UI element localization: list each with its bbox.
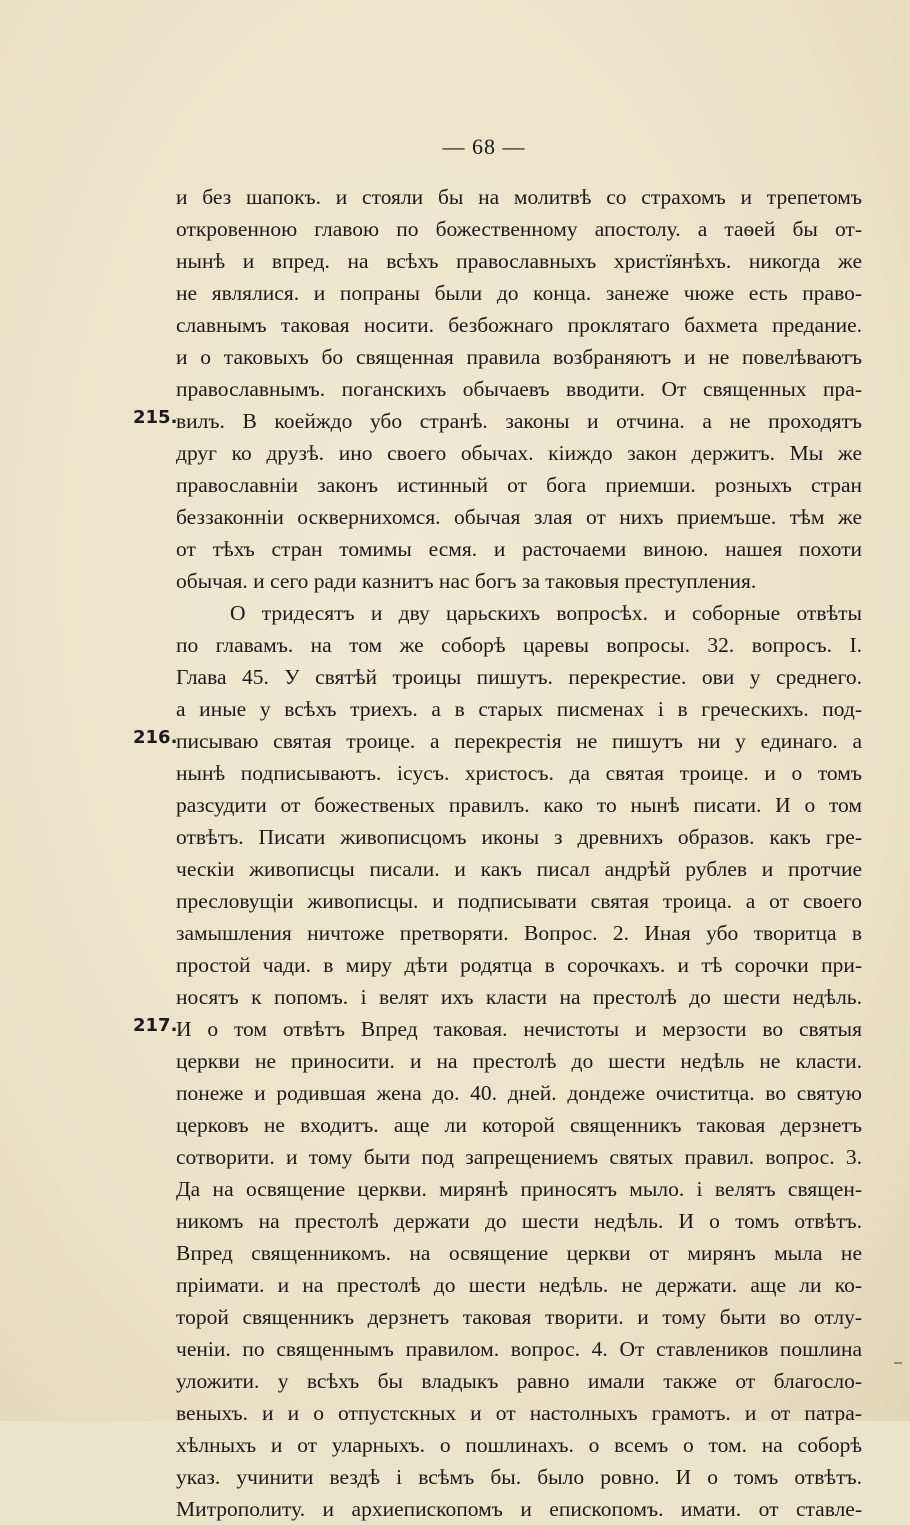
body-text [176,181,862,1525]
text-line: сотворити. и тому быти под запрещениемъ святых правил. вопрос. 3. [176,1145,862,1169]
text-line: никомъ на престолѣ держати до шести недѣль. И о томъ отвѣтъ. [176,1209,862,1233]
text-line: И о том отвѣтъ Впред таковая. нечистоты и мерзости во святыя [176,1017,862,1041]
text-line: отвѣтъ. Писати живописцомъ иконы з древнихъ образов. какъ гре- [176,825,862,849]
text-line: вилъ. В коейждо убо странѣ. законы и отчина. а не проходятъ [176,409,862,433]
text-line: Впред священникомъ. на освящение церкви от мирянъ мыла не [176,1241,862,1265]
text-line: торой священникъ дерзнетъ таковая творити. и тому быти во отлу- [176,1305,862,1329]
text-line: друг ко друзѣ. ино своего обычах. кiиждо закон держитъ. Мы же [176,441,862,465]
text-line: откровенною главою по божественному апостолу. а таѳей бы от- [176,217,862,241]
text-line: и без шапокъ. и стояли бы на молитвѣ со страхомъ и трепетомъ [176,185,862,209]
text-line: и о таковыхъ бо священная правила возбраняютъ и не повелѣваютъ [176,345,862,369]
text-line: уложити. у всѣхъ бы владыкъ равно имали также от благосло- [176,1369,862,1393]
text-line: понеже и родившая жена до. 40. дней. дондеже очиститца. во святую [176,1081,862,1105]
text-line: прiимати. и на престолѣ до шести недѣль. не держати. аще ли ко- [176,1273,862,1297]
text-line: Да на освящение церкви. мирянѣ приносятъ мыло. і велятъ священ- [176,1177,862,1201]
text-line: веныхъ. и и о отпустскных и от настолныхъ грамотъ. и от патра- [176,1401,862,1425]
text-line: православнымъ. поганскихъ обычаевъ вводити. От священных пра- [176,377,862,401]
text-line: нынѣ и впред. на всѣхъ православныхъ христїянѣхъ. никогда же [176,249,862,273]
text-line: церковъ не входитъ. аще ли которой священникъ таковая дерзнетъ [176,1113,862,1137]
text-line: православнiи законъ истинный от бога приемши. розныхъ стран [176,473,862,497]
text-line: ческiи живописцы писали. и какъ писал андрѣй рублев и протчие [176,857,862,881]
text-line: по главамъ. на том же соборѣ царевы вопросы. 32. вопросъ. I. [176,633,862,657]
text-line: хѣлныхъ и от уларныхъ. о пошлинахъ. о всемъ о том. на соборѣ [176,1433,862,1457]
text-line: церкви не приносити. и на престолѣ до шести недѣль не класти. [176,1049,862,1073]
margin-number-215: 215. [133,407,178,428]
text-line: разсудити от божественых правилъ. како то нынѣ писати. И о том [176,793,862,817]
text-line: обычая. и сего ради казнитъ нас богъ за таковыя преступления. [176,569,757,593]
text-line: от тѣхъ стран томимы есмя. и расточаеми виною. нашея похоти [176,537,862,561]
text-line: нынѣ подписываютъ. іcусъ. христосъ. да святая троице. и о томъ [176,761,862,785]
text-line: указ. учинити вездѣ і всѣмъ бы. было ровно. И о томъ отвѣтъ. [176,1465,862,1489]
paragraph-start-line: О тридесятъ и дву царьскихъ вопросѣх. и соборные отвѣты [230,601,862,625]
text-line: Митрополиту. и архиепископомъ и епископомъ. имати. от ставле- [176,1497,862,1521]
margin-number-217: 217. [133,1015,178,1036]
text-line: беззаконнiи осквернихомся. обычая злая от нихъ приемъше. тѣм же [176,505,862,529]
text-line: замышления ничтоже претворяти. Вопрос. 2. Иная убо творитца в [176,921,862,945]
text-line: славнымъ таковая носити. безбожнаго проклятаго бахмета предание. [176,313,862,337]
text-line: носятъ к попомъ. і велят ихъ класти на престолѣ до шести недѣль. [176,985,862,1009]
margin-number-216: 216. [133,727,178,748]
text-line: не являлися. и попраны были до конца. занеже чюже есть право- [176,281,862,305]
text-line: простой чади. в миру дѣти родятца в сорочкахъ. и тѣ сорочки при- [176,953,862,977]
text-line: Глава 45. У святѣй троицы пишутъ. перекрестие. ови у среднего. [176,665,862,689]
edge-mark [894,1362,902,1364]
text-line: а иные у всѣхъ триехъ. а в старых писменах і в греческихъ. под- [176,697,862,721]
text-line: пресловущiи живописцы. и подписывати святая троица. а от своего [176,889,862,913]
text-line: писываю святая троице. а перекрестія не пишутъ ни у единаго. а [176,729,862,753]
page-number: — 68 — [442,134,526,159]
text-line: ченiи. по священнымъ правилом. вопрос. 4. От ставлеников пошлина [176,1337,862,1361]
